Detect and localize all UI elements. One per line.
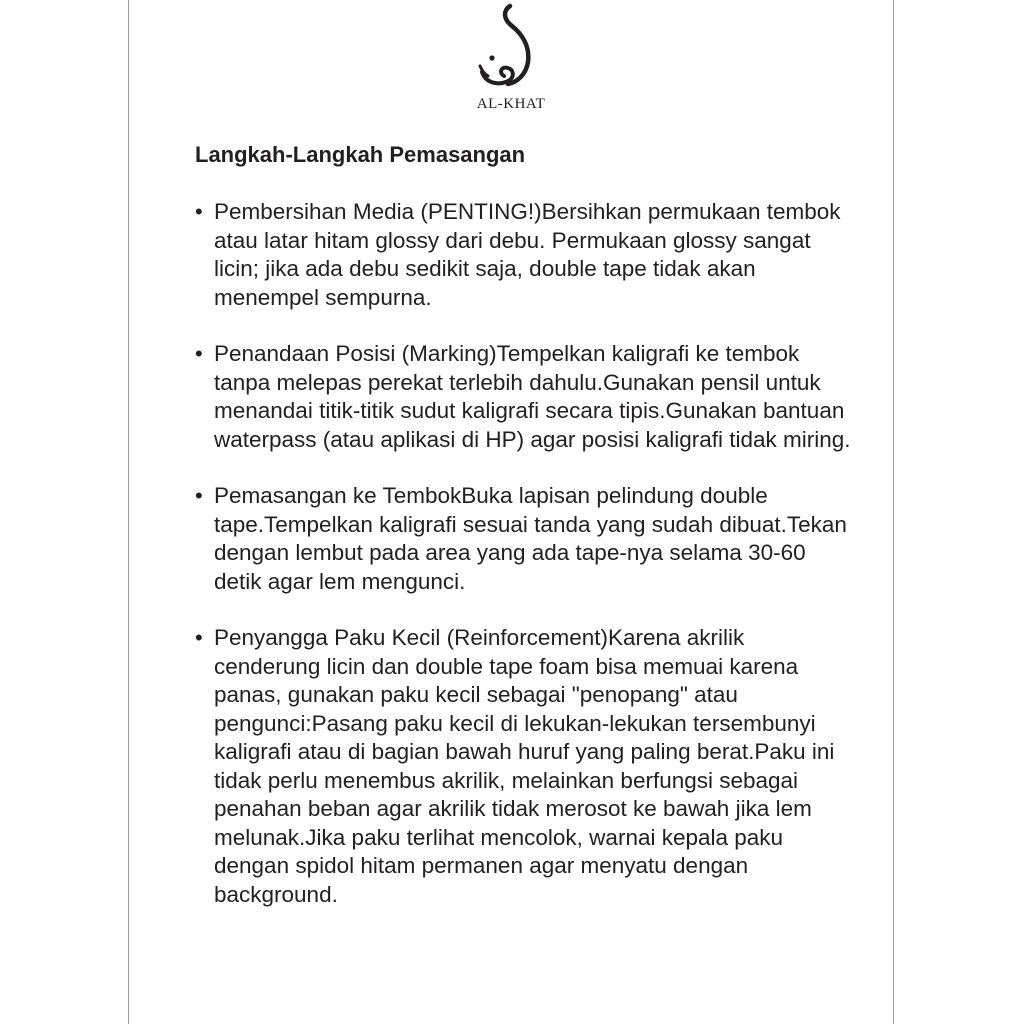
list-item [195,482,855,596]
step-text: Pemasangan ke TembokBuka lapisan pelindung double tape.Tempelkan kaligrafi sesuai tanda yang sudah dibuat.Tekan dengan lembut pada area yang ada tape-nya selama 30-60 detik agar lem mengunci. [214,483,847,594]
brand-logo [129,0,893,120]
bullet-icon: • [195,625,203,650]
step-text: Penandaan Posisi (Marking)Tempelkan kaligrafi ke tembok tanpa melepas perekat terlebih dahulu.Gunakan pensil untuk menandai titik-titik sudut kaligrafi secara tipis.Gunakan bantuan waterpass (atau aplikasi di HP) agar posisi kaligrafi tidak miring. [214,341,851,452]
list-item [195,198,855,312]
bullet-icon: • [195,341,203,366]
step-text: Pembersihan Media (PENTING!)Bersihkan permukaan tembok atau latar hitam glossy dari debu. Permukaan glossy sangat licin; jika ada debu sedikit saja, double tape tidak akan menempel sempurna. [214,199,841,310]
step-text: Penyangga Paku Kecil (Reinforcement)Karena akrilik cenderung licin dan double tape foam bisa memuai karena panas, gunakan paku kecil sebagai "penopang" atau pengunci:Pasang paku kecil di lekukan-lekukan tersembunyi kaligrafi atau di bagian bawah huruf yang paling berat.Paku ini tidak perlu menembus akrilik, melainkan berfungsi sebagai penahan beban agar akrilik tidak merosot ke bawah jika lem melunak.Jika paku terlihat mencolok, warnai kepala paku dengan spidol hitam permanen agar menyatu dengan background. [214,625,835,907]
list-item [195,340,855,454]
document-page [128,0,894,1024]
brand-name: AL-KHAT [476,96,546,112]
list-item [195,624,855,909]
page-title: Langkah-Langkah Pemasangan [195,142,526,167]
bullet-icon: • [195,483,203,508]
installation-steps-list [195,198,855,937]
bullet-icon: • [195,199,203,224]
arabic-calligraphy-logo-icon [474,0,550,96]
